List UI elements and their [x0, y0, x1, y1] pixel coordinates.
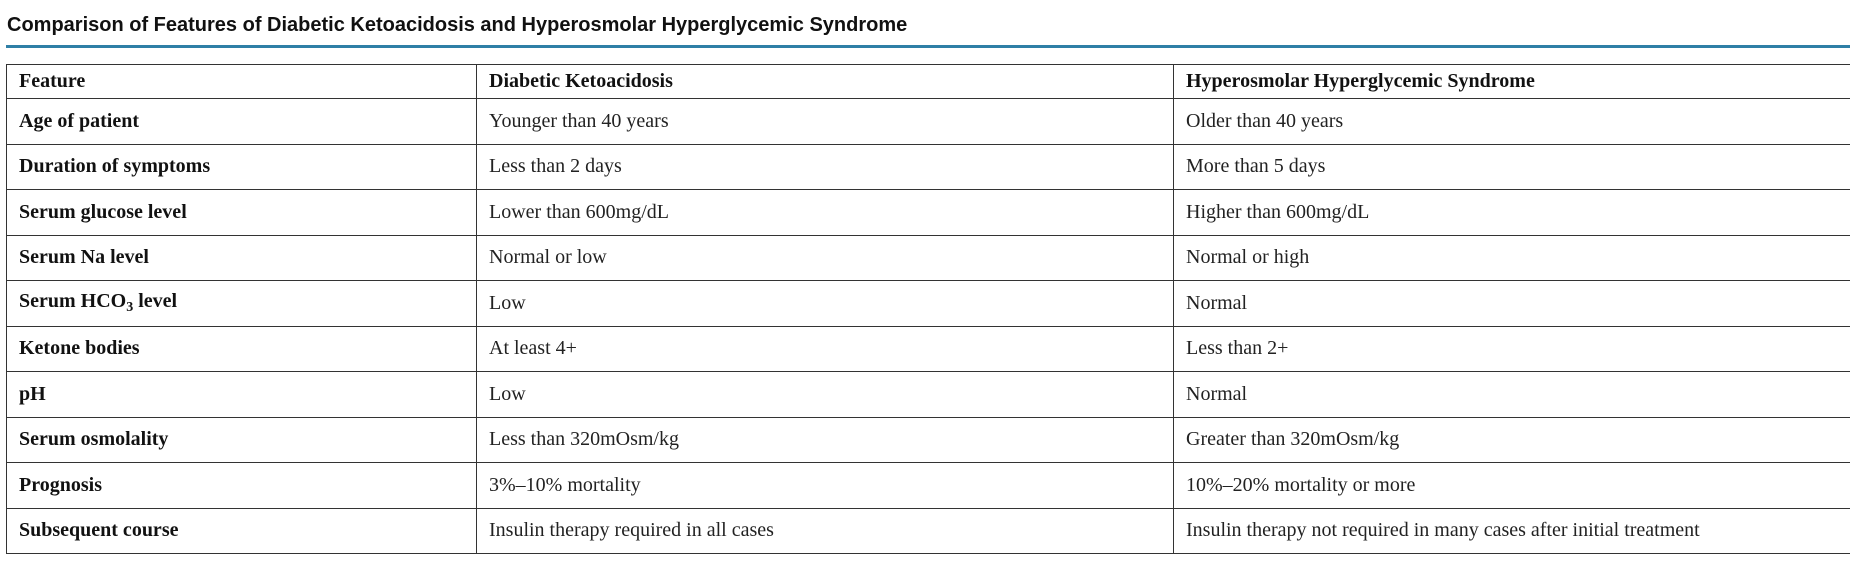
hhs-cell: Less than 2+ — [1174, 326, 1850, 372]
feature-cell: Serum glucose level — [7, 190, 477, 236]
feature-cell: Ketone bodies — [7, 326, 477, 372]
table-title: Comparison of Features of Diabetic Ketoacidosis and Hyperosmolar Hyperglycemic Syndrome — [7, 14, 908, 36]
table-row — [7, 281, 1850, 327]
hhs-cell: Insulin therapy not required in many cases after initial treatment — [1174, 508, 1850, 554]
feature-cell: pH — [7, 372, 477, 418]
hhs-cell: Normal — [1174, 281, 1850, 327]
title-rule — [6, 45, 1850, 48]
hhs-cell: Higher than 600mg/dL — [1174, 190, 1850, 236]
feature-text-pre: Serum HCO — [19, 290, 127, 313]
header-row — [7, 65, 1850, 99]
feature-cell: Serum osmolality — [7, 417, 477, 463]
table-row — [7, 235, 1850, 281]
dka-cell: Younger than 40 years — [477, 99, 1174, 145]
feature-cell: Prognosis — [7, 463, 477, 509]
hhs-cell: 10%–20% mortality or more — [1174, 463, 1850, 509]
dka-cell: Less than 2 days — [477, 144, 1174, 190]
dka-cell: Lower than 600mg/dL — [477, 190, 1174, 236]
table-row — [7, 508, 1850, 554]
table-row — [7, 326, 1850, 372]
table-row — [7, 190, 1850, 236]
hhs-cell: Normal or high — [1174, 235, 1850, 281]
hhs-cell: Greater than 320mOsm/kg — [1174, 417, 1850, 463]
table-row — [7, 99, 1850, 145]
dka-cell: 3%–10% mortality — [477, 463, 1174, 509]
comparison-table — [6, 64, 1850, 554]
dka-cell: Insulin therapy required in all cases — [477, 508, 1174, 554]
feature-cell: Age of patient — [7, 99, 477, 145]
dka-cell: Low — [477, 281, 1174, 327]
header-feature: Feature — [7, 65, 477, 99]
dka-cell: Low — [477, 372, 1174, 418]
table-row — [7, 417, 1850, 463]
feature-text-post: level — [133, 290, 178, 313]
feature-cell: Serum Na level — [7, 235, 477, 281]
dka-cell: At least 4+ — [477, 326, 1174, 372]
dka-cell: Normal or low — [477, 235, 1174, 281]
header-hhs: Hyperosmolar Hyperglycemic Syndrome — [1174, 65, 1850, 99]
table-row — [7, 372, 1850, 418]
hhs-cell: Normal — [1174, 372, 1850, 418]
hhs-cell: More than 5 days — [1174, 144, 1850, 190]
feature-cell — [7, 281, 477, 327]
table-row — [7, 144, 1850, 190]
header-dka: Diabetic Ketoacidosis — [477, 65, 1174, 99]
feature-cell: Subsequent course — [7, 508, 477, 554]
table-row — [7, 463, 1850, 509]
hhs-cell: Older than 40 years — [1174, 99, 1850, 145]
feature-cell: Duration of symptoms — [7, 144, 477, 190]
subscript-3: 3 — [126, 300, 134, 316]
dka-cell: Less than 320mOsm/kg — [477, 417, 1174, 463]
